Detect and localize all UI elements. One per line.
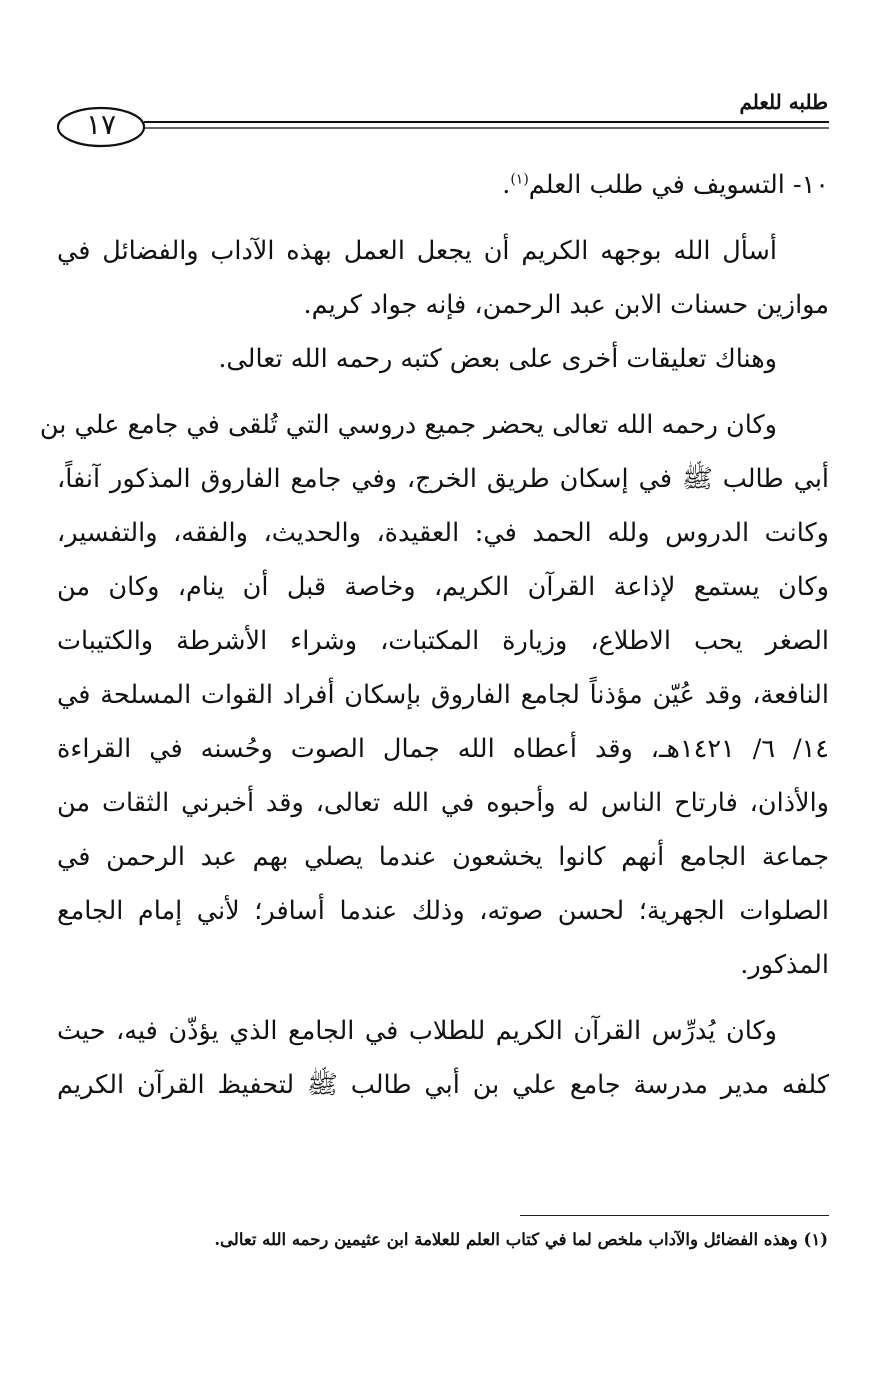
text-line (57, 776, 829, 830)
text-line-content: ١٤/ ٦/ ١٤٢١هـ، وقد أعطاه الله جمال الصوت وحُسنه في القراءة (57, 734, 829, 764)
text-line (39, 398, 829, 452)
text-line-content: جماعة الجامع أنهم كانوا يخشعون عندما يصلي بهم عبد الرحمن في (57, 842, 829, 872)
text-line-content: الصلوات الجهرية؛ لحسن صوته، وذلك عندما أسافر؛ لأني إمام الجامع (57, 896, 829, 926)
text-line-content: كلفه مدير مدرسة جامع علي بن أبي طالب ﷺ لتحفيظ القرآن الكريم (57, 1070, 829, 1100)
text-line (57, 614, 829, 668)
text-line (57, 224, 829, 278)
text-line (57, 278, 829, 332)
text-line-content: موازين حسنات الابن عبد الرحمن، فإنه جواد كريم. (303, 290, 829, 320)
running-title: طلبه للعلم (739, 90, 828, 114)
text-line (57, 722, 829, 776)
footnote: (١) وهذه الفضائل والآداب ملخص لما في كتاب العلم للعلامة ابن عثيمين رحمه الله تعالى. (214, 1230, 828, 1249)
page-header (0, 0, 885, 160)
text-line-content: أبي طالب ﷺ في إسكان طريق الخرج، وفي جامع الفاروق المذكور آنفاً، (57, 464, 829, 494)
footnote-separator (520, 1215, 829, 1216)
text-line (57, 452, 829, 506)
text-line-content: وكان يستمع لإذاعة القرآن الكريم، وخاصة قبل أن ينام، وكان من (57, 572, 829, 602)
text-line-content: وكانت الدروس ولله الحمد في: العقيدة، والحديث، والفقه، والتفسير، (57, 518, 829, 548)
text-line (57, 332, 829, 386)
text-line-content: النافعة، وقد عُيّن مؤذناً لجامع الفاروق بإسكان أفراد القوات المسلحة في (57, 680, 829, 710)
text-line (57, 668, 829, 722)
text-line-content: الصغر يحب الاطلاع، وزيارة المكتبات، وشراء الأشرطة والكتيبات (57, 626, 829, 656)
text-line (57, 1004, 829, 1058)
text-line-content: ١٠- التسويف في طلب العلم (528, 170, 829, 200)
text-line (57, 1058, 829, 1112)
page-number: ١٧ (85, 108, 117, 141)
text-line (57, 884, 829, 938)
text-line-content: وكان يُدرِّس القرآن الكريم للطلاب في الجامع الذي يؤذّن فيه، حيث (57, 1016, 777, 1046)
text-line (57, 830, 829, 884)
text-line (57, 938, 829, 992)
line-punctuation: . (502, 170, 511, 200)
text-line (57, 560, 829, 614)
text-line-content: وكان رحمه الله تعالى يحضر جميع دروسي التي تُلقى في جامع علي بن (39, 410, 777, 440)
text-line (57, 158, 829, 212)
text-line (57, 506, 829, 560)
text-line-content: أسأل الله بوجهه الكريم أن يجعل العمل بهذه الآداب والفضائل في (57, 236, 777, 266)
footnote-ref[interactable]: (١) (510, 171, 529, 188)
text-line-content: وهناك تعليقات أخرى على بعض كتبه رحمه الله تعالى. (218, 344, 777, 374)
main-text (39, 158, 829, 1112)
text-line-content: المذكور. (740, 950, 829, 980)
text-line-content: والأذان، فارتاح الناس له وأحبوه في الله تعالى، وقد أخبرني الثقات من (57, 788, 829, 818)
